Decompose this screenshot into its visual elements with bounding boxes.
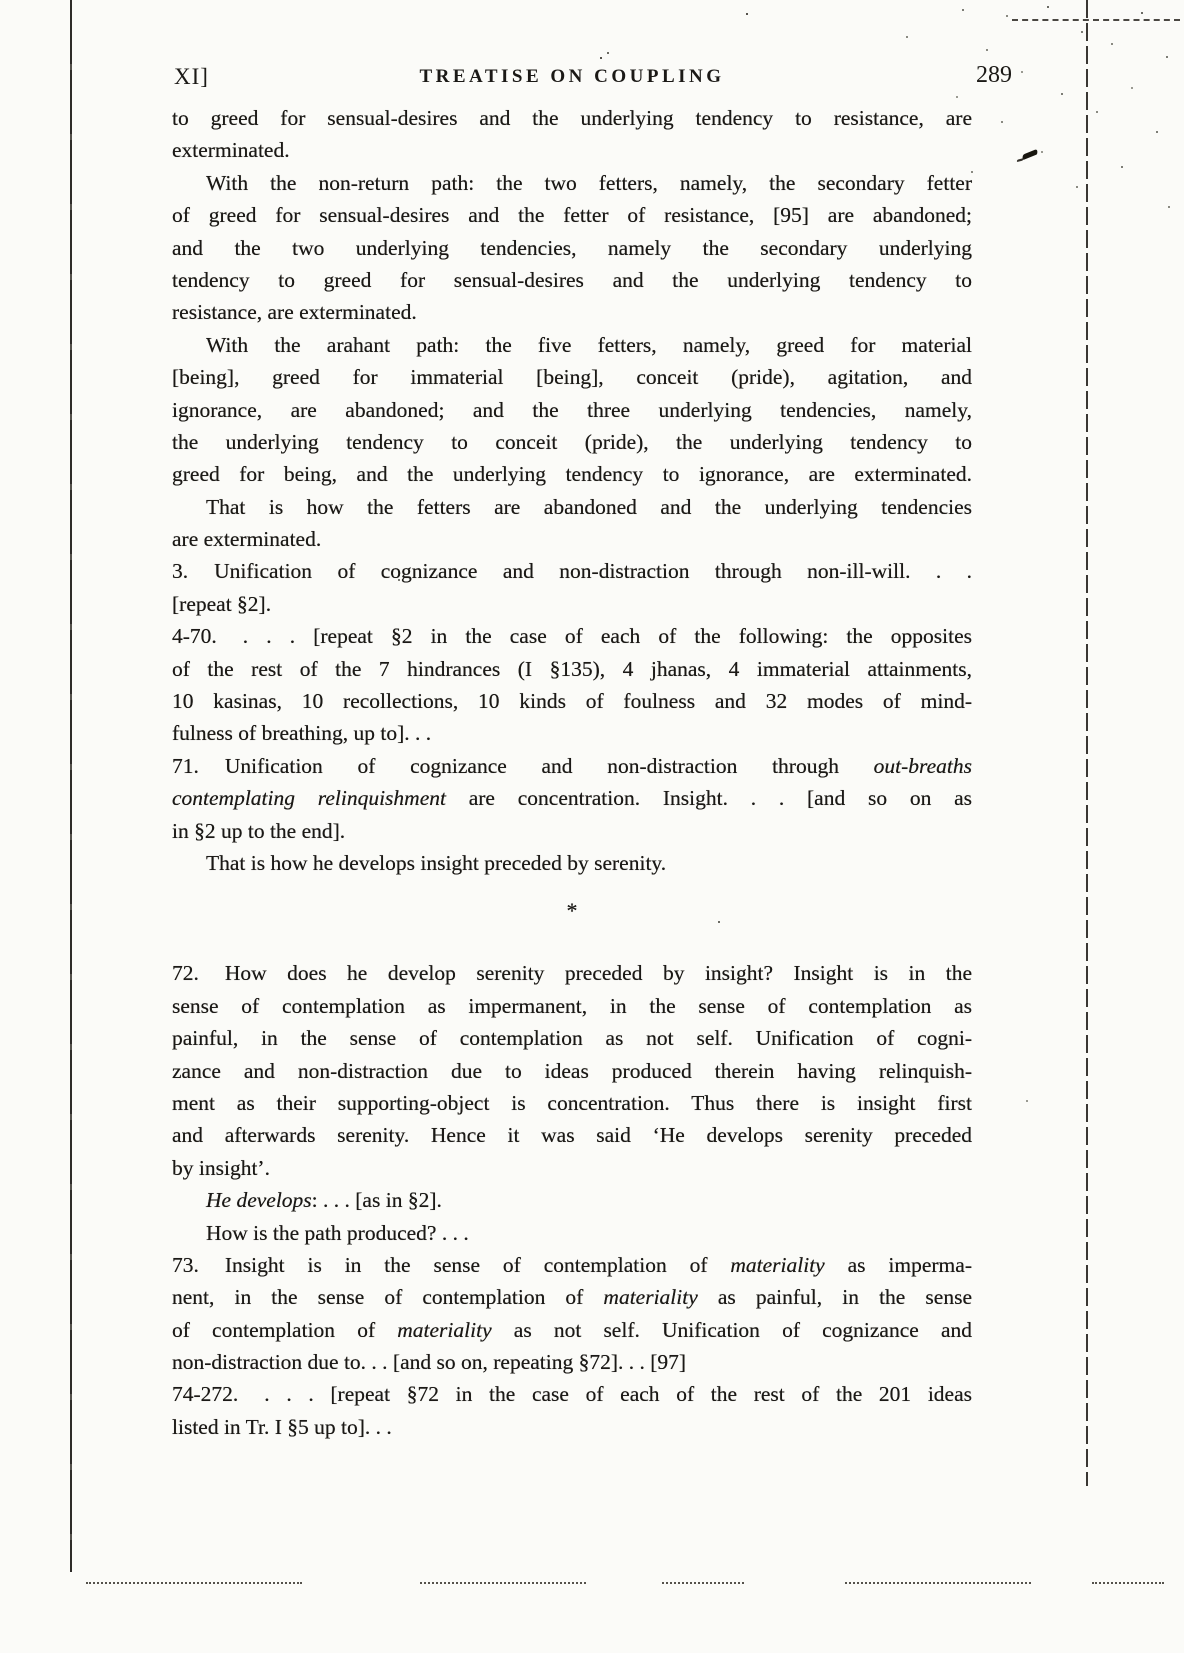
text-line	[172, 1378, 972, 1410]
paragraph	[172, 1184, 972, 1216]
text-line	[172, 491, 972, 523]
text-line	[172, 1184, 972, 1216]
text-segment: as painful, in the sense	[697, 1285, 972, 1310]
bottom-dashed-line	[420, 1582, 586, 1584]
text-segment: Insight is in the sense of contemplation of	[224, 1252, 731, 1277]
text-segment: . . . [repeat §2 in the case of each of the following: the opposites	[242, 624, 972, 649]
section-number: 4-70.	[172, 624, 217, 649]
text-line	[172, 523, 972, 555]
text-line	[172, 990, 972, 1022]
text-line	[172, 957, 972, 989]
text-segment: 10 kasinas, 10 recollections, 10 kinds of foulness and 32 modes of mind-	[172, 689, 972, 714]
text-line	[172, 329, 972, 361]
text-segment: exterminated.	[172, 138, 290, 163]
bottom-dashed-line	[662, 1582, 744, 1584]
page-header	[172, 62, 1012, 96]
text-line	[172, 717, 972, 749]
text-segment: by insight’.	[172, 1155, 270, 1180]
text-segment: out-breaths	[873, 753, 972, 778]
text-line	[172, 264, 972, 296]
text-segment: and afterwards serenity. Hence it was said ‘He develops serenity preceded	[172, 1123, 972, 1148]
bottom-dashed-line	[1092, 1582, 1164, 1584]
text-line	[172, 1055, 972, 1087]
section-number: 73.	[172, 1252, 199, 1277]
paragraph	[172, 555, 972, 620]
paragraph	[172, 329, 972, 491]
paragraph	[172, 750, 972, 847]
paragraph	[172, 620, 972, 750]
text-segment: Unification of cognizance and non-distraction through non-ill-will. . .	[214, 559, 972, 584]
text-segment: of greed for sensual-desires and the fetter of resistance, [95] are abandoned;	[172, 203, 972, 228]
text-line	[172, 750, 972, 782]
text-segment: are exterminated.	[172, 527, 322, 552]
running-title: TREATISE ON COUPLING	[419, 66, 725, 87]
chapter-marker: XI]	[174, 64, 209, 89]
text-segment: painful, in the sense of contemplation as not self. Unification of cogni-	[172, 1026, 972, 1051]
text-line	[172, 1411, 972, 1443]
text-line	[172, 232, 972, 264]
stray-pen-mark	[1022, 149, 1037, 161]
text-segment: Unification of cognizance and non-distraction through	[224, 753, 874, 778]
text-line	[172, 1217, 972, 1249]
text-line	[172, 1119, 972, 1151]
left-margin-rule	[70, 0, 72, 1572]
paragraph	[172, 491, 972, 556]
top-dashed-line	[1012, 19, 1180, 21]
text-segment: materiality	[397, 1317, 492, 1342]
text-segment: in §2 up to the end].	[172, 818, 346, 843]
section-separator: *	[566, 898, 578, 924]
section-number: 3.	[172, 559, 189, 584]
paragraph	[172, 1249, 972, 1379]
text-segment: How does he develop serenity preceded by insight? Insight is in the	[224, 961, 972, 986]
text-segment: zance and non-distraction due to ideas produced therein having relinquish-	[172, 1058, 972, 1083]
text-line	[172, 1152, 972, 1184]
text-line	[172, 458, 972, 490]
text-segment: With the non-return path: the two fetters, namely, the secondary fetter	[206, 170, 972, 195]
text-segment: With the arahant path: the five fetters, namely, greed for material	[206, 332, 972, 357]
text-segment: That is how he develops insight preceded by serenity.	[206, 850, 667, 875]
text-segment: listed in Tr. I §5 up to]. . .	[172, 1414, 392, 1439]
paragraph	[172, 167, 972, 329]
paragraph	[172, 1378, 972, 1443]
text-segment: He develops	[206, 1188, 312, 1213]
text-line	[172, 1314, 972, 1346]
text-segment: [repeat §2].	[172, 591, 272, 616]
text-segment: : . . . [as in §2].	[311, 1188, 442, 1213]
text-line	[172, 782, 972, 814]
text-segment: sense of contemplation as impermanent, in the sense of contemplation as	[172, 993, 972, 1018]
text-segment: greed for being, and the underlying tendency to ignorance, are exterminated.	[172, 462, 972, 487]
paragraph	[172, 957, 972, 1184]
text-line	[172, 555, 972, 587]
text-line	[172, 1346, 972, 1378]
section-number: 72.	[172, 961, 199, 986]
text-segment: fulness of breathing, up to]. . .	[172, 721, 432, 746]
text-line	[172, 588, 972, 620]
text-segment: as not self. Unification of cognizance and	[491, 1317, 972, 1342]
text-line	[172, 361, 972, 393]
text-line	[172, 134, 972, 166]
text-segment: How is the path produced? . . .	[206, 1220, 469, 1245]
text-segment: the underlying tendency to conceit (pride), the underlying tendency to	[172, 429, 972, 454]
text-segment: [being], greed for immaterial [being], conceit (pride), agitation, and	[172, 365, 972, 390]
paragraph	[172, 847, 972, 879]
text-line	[172, 685, 972, 717]
text-segment: non-distraction due to. . . [and so on, repeating §72]. . . [97]	[172, 1350, 687, 1375]
text-line	[172, 847, 972, 879]
section-number: 74-272.	[172, 1382, 239, 1407]
text-segment: resistance, are exterminated.	[172, 300, 417, 325]
text-segment: ignorance, are abandoned; and the three underlying tendencies, namely,	[172, 397, 972, 422]
paragraph	[172, 1217, 972, 1249]
text-line	[172, 199, 972, 231]
text-line	[172, 426, 972, 458]
text-segment: materiality	[603, 1285, 698, 1310]
text-line	[172, 1249, 972, 1281]
text-segment: tendency to greed for sensual-desires and the underlying tendency to	[172, 267, 972, 292]
bottom-dashed-line	[86, 1582, 302, 1584]
text-line	[172, 296, 972, 328]
text-segment: to greed for sensual-desires and the underlying tendency to resistance, are	[172, 106, 972, 130]
text-segment: of contemplation of	[172, 1317, 398, 1342]
text-line	[172, 1281, 972, 1313]
text-segment: . . . [repeat §72 in the case of each of the rest of the 201 ideas	[264, 1382, 972, 1407]
page-number: 289	[976, 62, 1012, 88]
text-segment: as imperma-	[824, 1252, 972, 1277]
text-segment: are concentration. Insight. . . [and so on as	[445, 786, 973, 811]
body-text	[172, 102, 972, 1443]
text-segment: contemplating relinquishment	[172, 786, 446, 811]
right-margin-rule	[1086, 0, 1088, 1486]
section-number: 71.	[172, 753, 199, 778]
text-segment: materiality	[730, 1252, 825, 1277]
text-segment: ment as their supporting-object is concentration. Thus there is insight first	[172, 1090, 972, 1115]
text-line	[172, 620, 972, 652]
text-line	[172, 653, 972, 685]
text-line	[172, 102, 972, 134]
text-line	[172, 1022, 972, 1054]
text-segment: That is how the fetters are abandoned and the underlying tendencies	[206, 494, 972, 519]
text-line	[172, 1087, 972, 1119]
text-segment: nent, in the sense of contemplation of	[172, 1285, 604, 1310]
scan-noise-speckles	[0, 0, 2, 2]
text-segment: of the rest of the 7 hindrances (I §135), 4 jhanas, 4 immaterial attainments,	[172, 656, 972, 681]
paragraph	[172, 102, 972, 167]
text-segment: and the two underlying tendencies, namely the secondary underlying	[172, 235, 972, 260]
text-line	[172, 815, 972, 847]
text-line	[172, 167, 972, 199]
text-line	[172, 394, 972, 426]
bottom-dashed-line	[845, 1582, 1031, 1584]
